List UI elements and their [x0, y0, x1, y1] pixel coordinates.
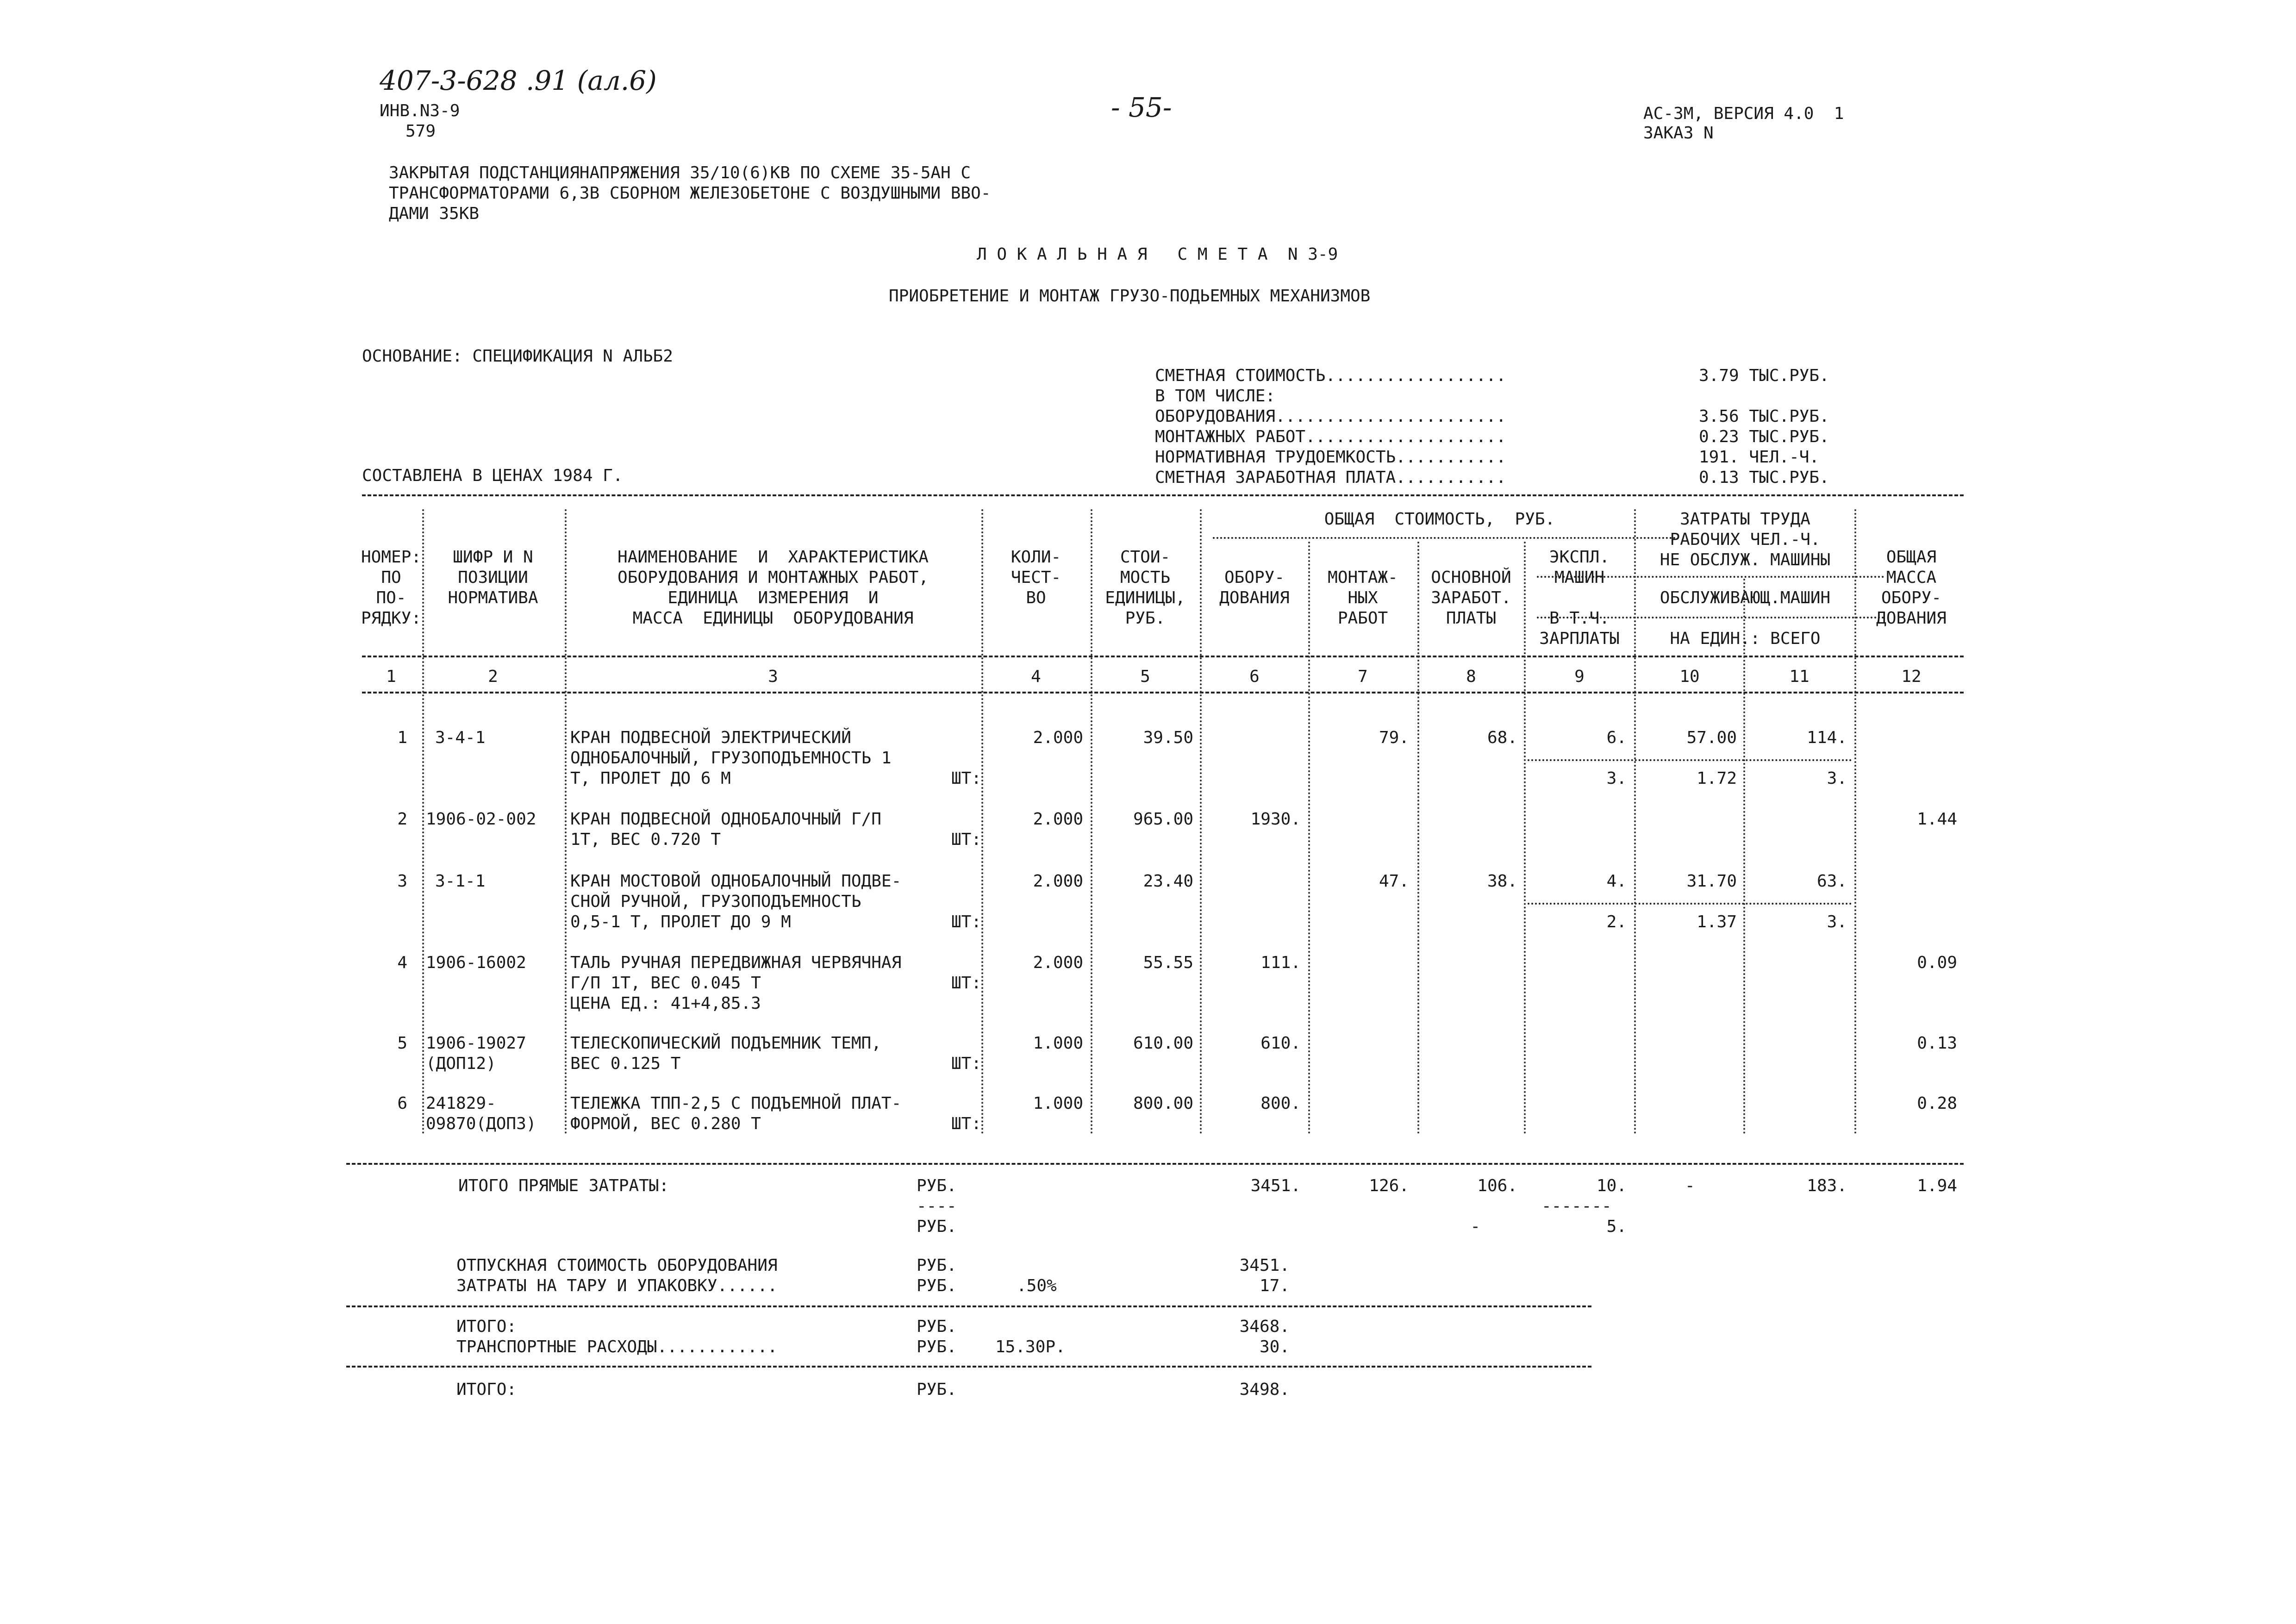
direct-costs-label: ИТОГО ПРЯМЫЕ ЗАТРАТЫ:	[458, 1176, 669, 1195]
summary-label: МОНТАЖНЫХ РАБОТ....................	[1155, 427, 1506, 446]
summary-label: НОРМАТИВНАЯ ТРУДОЕМКОСТЬ...........	[1155, 448, 1506, 467]
row-code: 3-4-1	[435, 728, 486, 747]
header-machines: МАШИН	[1554, 568, 1605, 587]
total-wages: 106.	[1477, 1176, 1517, 1195]
total-machine-wages: 5.	[1606, 1217, 1627, 1236]
row-unit: ШТ:	[951, 1054, 981, 1073]
header-equipment: ДОВАНИЯ	[1219, 588, 1290, 607]
summary-label: СМЕТНАЯ СТОИМОСТЬ..................	[1155, 366, 1506, 385]
column-separator	[1854, 509, 1856, 1134]
header-wages: ПЛАТЫ	[1446, 609, 1497, 628]
row-code: 1906-19027	[426, 1034, 526, 1053]
summary-value: 3.79 ТЫС.РУБ.	[1699, 366, 1829, 385]
transport-cost-value: 30.	[1259, 1337, 1290, 1356]
header-unit-cost: МОСТЬ	[1120, 568, 1171, 587]
row-unit-price: 965.00	[1133, 810, 1193, 829]
row-unit: ШТ:	[951, 830, 981, 849]
order-number: ЗАКАЗ N	[1643, 124, 1714, 143]
currency-label: РУБ.	[917, 1256, 957, 1275]
header-labor-sub: ОБСЛУЖИВАЮЩ.МАШИН	[1660, 588, 1831, 607]
row-equipment: 1930.	[1250, 810, 1301, 829]
header-num: ПО	[381, 568, 401, 587]
header-name: НАИМЕНОВАНИЕ И ХАРАКТЕРИСТИКА	[618, 548, 929, 567]
transport-rate: 15.30Р.	[995, 1337, 1066, 1356]
currency-label: РУБ.	[917, 1176, 957, 1195]
grand-total-label: ИТОГО:	[456, 1380, 517, 1399]
row-mass: 1.44	[1917, 810, 1957, 829]
object-line-1: ЗАКРЫТАЯ ПОДСТАНЦИЯНАПРЯЖЕНИЯ 35/10(6)КВ ПО СХЕМЕ 35-5АН С	[389, 163, 971, 182]
total-equipment: 3451.	[1250, 1176, 1301, 1195]
row-unit: ШТ:	[951, 912, 981, 931]
row-qty: 2.000	[1033, 810, 1083, 829]
row-name: 0,5-1 Т, ПРОЛЕТ ДО 9 М	[570, 912, 791, 931]
row-number: 3	[397, 872, 407, 891]
column-separator	[1091, 509, 1092, 1134]
column-number: 9	[1574, 667, 1585, 686]
currency-label: РУБ.	[917, 1380, 957, 1399]
column-separator	[1634, 509, 1636, 1134]
column-number: 5	[1140, 667, 1150, 686]
inventory-number: 579	[406, 122, 436, 141]
subtotal-value: 3468.	[1239, 1317, 1290, 1336]
handwritten-project-code: 407-3-628 .91 (ал.6)	[380, 65, 657, 96]
column-number: 7	[1358, 667, 1368, 686]
summary-label: В ТОМ ЧИСЛЕ:	[1155, 387, 1276, 406]
row-code: (ДОП12)	[426, 1054, 496, 1073]
column-separator	[1524, 542, 1526, 1134]
summary-label: СМЕТНАЯ ЗАРАБОТНАЯ ПЛАТА...........	[1155, 468, 1506, 487]
column-number: 3	[768, 667, 778, 686]
row-unit-price: 800.00	[1133, 1094, 1193, 1113]
row-code: 241829-	[426, 1094, 496, 1113]
row-qty: 2.000	[1033, 953, 1083, 972]
table-bottom-rule	[346, 1163, 1964, 1165]
row-name: ФОРМОЙ, ВЕС 0.280 Т	[570, 1114, 761, 1133]
row-name: ОДНОБАЛОЧНЫЙ, ГРУЗОПОДЪЕМНОСТЬ 1	[570, 749, 892, 768]
packing-cost-value: 17.	[1259, 1276, 1290, 1295]
row-name: ТАЛЬ РУЧНАЯ ПЕРЕДВИЖНАЯ ЧЕРВЯЧНАЯ	[570, 953, 902, 972]
row-name: КРАН ПОДВЕСНОЙ ЭЛЕКТРИЧЕСКИЙ	[570, 728, 851, 747]
column-separator	[1417, 542, 1419, 1134]
row-name: ЦЕНА ЕД.: 41+4,85.3	[570, 994, 761, 1013]
header-qty: ЧЕСТ-	[1011, 568, 1061, 587]
row-machines: 4.	[1606, 872, 1627, 891]
row-name: СНОЙ РУЧНОЙ, ГРУЗОПОДЪЕМНОСТЬ	[570, 892, 861, 911]
summary-value: 0.23 ТЫС.РУБ.	[1699, 427, 1829, 446]
packing-rate: .50%	[1017, 1276, 1057, 1295]
packing-cost-label: ЗАТРАТЫ НА ТАРУ И УПАКОВКУ......	[456, 1276, 778, 1295]
program-version: АС-3М, ВЕРСИЯ 4.0 1	[1643, 104, 1844, 123]
release-cost-label: ОТПУСКНАЯ СТОИМОСТЬ ОБОРУДОВАНИЯ	[456, 1256, 778, 1275]
object-line-3: ДАМИ 35КВ	[389, 204, 480, 223]
row-number: 5	[397, 1034, 407, 1053]
row-wages: 68.	[1487, 728, 1517, 747]
row-name: КРАН МОСТОВОЙ ОДНОБАЛОЧНЫЙ ПОДВЕ-	[570, 872, 902, 891]
currency-label: РУБ.	[917, 1276, 957, 1295]
column-separator	[565, 509, 567, 1134]
row-unit: ШТ:	[951, 769, 981, 788]
row-name: ТЕЛЕЖКА ТПП-2,5 С ПОДЪЕМНОЙ ПЛАТ-	[570, 1094, 902, 1113]
currency-dash: ----	[917, 1197, 957, 1216]
row-equipment: 610.	[1260, 1034, 1301, 1053]
header-install: МОНТАЖ-	[1328, 568, 1398, 587]
grand-total-rule	[346, 1366, 1591, 1368]
header-mass: МАССА	[1886, 568, 1937, 587]
column-separator	[1308, 542, 1310, 1134]
row-code: 09870(ДОП3)	[426, 1114, 537, 1133]
summary-value: 191. ЧЕЛ.-Ч.	[1699, 448, 1820, 467]
header-wages: ЗАРАБОТ.	[1431, 588, 1511, 607]
column-number: 10	[1679, 667, 1700, 686]
row-labor-unit: 57.00	[1686, 728, 1737, 747]
header-unit-cost: РУБ.	[1125, 609, 1166, 628]
column-number: 2	[488, 667, 498, 686]
column-separator	[1200, 509, 1202, 1134]
row-unit: ШТ:	[951, 974, 981, 993]
header-total-group: ОБЩАЯ СТОИМОСТЬ, РУБ.	[1324, 510, 1555, 529]
prices-year-line: СОСТАВЛЕНА В ЦЕНАХ 1984 Г.	[362, 466, 623, 485]
column-separator	[981, 509, 983, 1134]
total-machines-dash: -------	[1541, 1197, 1612, 1216]
row-labor-total-machine: 3.	[1827, 912, 1847, 931]
row-number: 4	[397, 953, 407, 972]
row-mass: 0.13	[1917, 1034, 1957, 1053]
total-machines: 10.	[1596, 1176, 1627, 1195]
row-labor-total: 114.	[1807, 728, 1847, 747]
row-unit-price: 55.55	[1143, 953, 1193, 972]
row-machines: 6.	[1606, 728, 1627, 747]
row-labor-unit: 31.70	[1686, 872, 1737, 891]
row-machine-wages: 3.	[1606, 769, 1627, 788]
object-line-2: ТРАНСФОРМАТОРАМИ 6,3В СБОРНОМ ЖЕЛЕЗОБЕТОНЕ С ВОЗДУШНЫМИ ВВО-	[389, 184, 991, 203]
row-number: 1	[397, 728, 407, 747]
row-install: 47.	[1379, 872, 1409, 891]
handwritten-page-number: - 55-	[1111, 92, 1172, 123]
summary-label: ОБОРУДОВАНИЯ.......................	[1155, 407, 1506, 426]
row-labor-total-machine: 3.	[1827, 769, 1847, 788]
row-name: Г/П 1Т, ВЕС 0.045 Т	[570, 974, 761, 993]
row-unit-price: 23.40	[1143, 872, 1193, 891]
total-group-rule	[1213, 537, 1676, 539]
summary-value: 3.56 ТЫС.РУБ.	[1699, 407, 1829, 426]
total-labor-dash: -	[1685, 1176, 1695, 1195]
row-mass: 0.09	[1917, 953, 1957, 972]
header-num: ПО-	[376, 588, 406, 607]
row-unit-price: 39.50	[1143, 728, 1193, 747]
header-labor-sub: НЕ ОБСЛУЖ. МАШИНЫ	[1660, 550, 1831, 569]
release-cost-value: 3451.	[1239, 1256, 1290, 1275]
row-code: 3-1-1	[435, 872, 486, 891]
column-number: 1	[386, 667, 396, 686]
subtotal-rule	[346, 1305, 1591, 1307]
row-equipment: 800.	[1260, 1094, 1301, 1113]
header-name: МАССА ЕДИНИЦЫ ОБОРУДОВАНИЯ	[632, 609, 914, 628]
header-qty: ВО	[1026, 588, 1046, 607]
row-install: 79.	[1379, 728, 1409, 747]
row-split-rule	[1528, 903, 1852, 905]
row-code: 1906-16002	[426, 953, 526, 972]
header-wages: ОСНОВНОЙ	[1431, 568, 1511, 587]
basis-line: ОСНОВАНИЕ: СПЕЦИФИКАЦИЯ N АЛЬБ2	[362, 347, 673, 366]
column-separator	[1743, 579, 1745, 1134]
column-number: 6	[1249, 667, 1260, 686]
row-qty: 2.000	[1033, 728, 1083, 747]
table-top-rule	[362, 494, 1964, 496]
row-number: 6	[397, 1094, 407, 1113]
currency-label: РУБ.	[917, 1317, 957, 1336]
total-mass: 1.94	[1917, 1176, 1957, 1195]
header-mass: ОБОРУ-	[1881, 588, 1942, 607]
header-code: ШИФР И N	[453, 548, 533, 567]
header-name: ЕДИНИЦА ИЗМЕРЕНИЯ И	[668, 588, 879, 607]
row-number: 2	[397, 810, 407, 829]
inventory-label: ИНВ.N3-9	[380, 101, 460, 120]
total-install: 126.	[1369, 1176, 1409, 1195]
header-num: РЯДКУ:	[361, 609, 422, 628]
row-name: Т, ПРОЛЕТ ДО 6 М	[570, 769, 731, 788]
row-name: 1Т, ВЕС 0.720 Т	[570, 830, 721, 849]
row-qty: 1.000	[1033, 1034, 1083, 1053]
row-qty: 2.000	[1033, 872, 1083, 891]
header-bottom-rule	[362, 656, 1964, 657]
column-number: 12	[1901, 667, 1922, 686]
header-labor-group: ЗАТРАТЫ ТРУДА	[1680, 510, 1810, 529]
row-wages: 38.	[1487, 872, 1517, 891]
row-split-rule	[1528, 759, 1852, 761]
header-machines: В Т.Ч.	[1549, 609, 1610, 628]
row-mass: 0.28	[1917, 1094, 1957, 1113]
row-labor-unit-machine: 1.37	[1697, 912, 1737, 931]
total-wages-dash: -	[1470, 1217, 1480, 1236]
header-code: НОРМАТИВА	[448, 588, 538, 607]
row-name: ТЕЛЕСКОПИЧЕСКИЙ ПОДЪЕМНИК ТЕМП,	[570, 1034, 881, 1053]
header-mass: ОБЩАЯ	[1886, 548, 1937, 567]
document-subtitle: ПРИОБРЕТЕНИЕ И МОНТАЖ ГРУЗО-ПОДЬЕМНЫХ МЕХАНИЗМОВ	[889, 287, 1371, 306]
summary-value: 0.13 ТЫС.РУБ.	[1699, 468, 1829, 487]
header-unit-cost: СТОИ-	[1120, 548, 1171, 567]
currency-label: РУБ.	[917, 1337, 957, 1356]
document-title: Л О К А Л Ь Н А Я С М Е Т А N 3-9	[977, 245, 1338, 264]
currency-label: РУБ.	[917, 1217, 957, 1236]
header-install: РАБОТ	[1337, 609, 1388, 628]
row-labor-total: 63.	[1816, 872, 1847, 891]
total-labor: 183.	[1807, 1176, 1847, 1195]
header-num: НОМЕР:	[361, 548, 422, 567]
row-name: ВЕС 0.125 Т	[570, 1054, 681, 1073]
header-machines: ЗАРПЛАТЫ	[1539, 629, 1620, 648]
header-labor-sub: НА ЕДИН.: ВСЕГО	[1670, 629, 1821, 648]
header-unit-cost: ЕДИНИЦЫ,	[1105, 588, 1185, 607]
header-name: ОБОРУДОВАНИЯ И МОНТАЖНЫХ РАБОТ,	[618, 568, 929, 587]
row-qty: 1.000	[1033, 1094, 1083, 1113]
row-unit: ШТ:	[951, 1114, 981, 1133]
header-equipment: ОБОРУ-	[1224, 568, 1285, 587]
column-number: 8	[1466, 667, 1476, 686]
header-install: НЫХ	[1348, 588, 1378, 607]
row-machine-wages: 2.	[1606, 912, 1627, 931]
row-unit-price: 610.00	[1133, 1034, 1193, 1053]
header-mass: ДОВАНИЯ	[1876, 609, 1947, 628]
header-machines: ЭКСПЛ.	[1549, 548, 1610, 567]
column-number: 4	[1031, 667, 1041, 686]
header-code: ПОЗИЦИИ	[458, 568, 528, 587]
header-labor-group: РАБОЧИХ ЧЕЛ.-Ч.	[1670, 530, 1821, 549]
row-labor-unit-machine: 1.72	[1697, 769, 1737, 788]
row-code: 1906-02-002	[426, 810, 537, 829]
subtotal-label: ИТОГО:	[456, 1317, 517, 1336]
transport-cost-label: ТРАНСПОРТНЫЕ РАСХОДЫ............	[456, 1337, 778, 1356]
column-numbers-rule	[362, 692, 1964, 693]
header-qty: КОЛИ-	[1011, 548, 1061, 567]
column-number: 11	[1789, 667, 1809, 686]
grand-total-value: 3498.	[1239, 1380, 1290, 1399]
row-equipment: 111.	[1260, 953, 1301, 972]
row-name: КРАН ПОДВЕСНОЙ ОДНОБАЛОЧНЫЙ Г/П	[570, 810, 881, 829]
